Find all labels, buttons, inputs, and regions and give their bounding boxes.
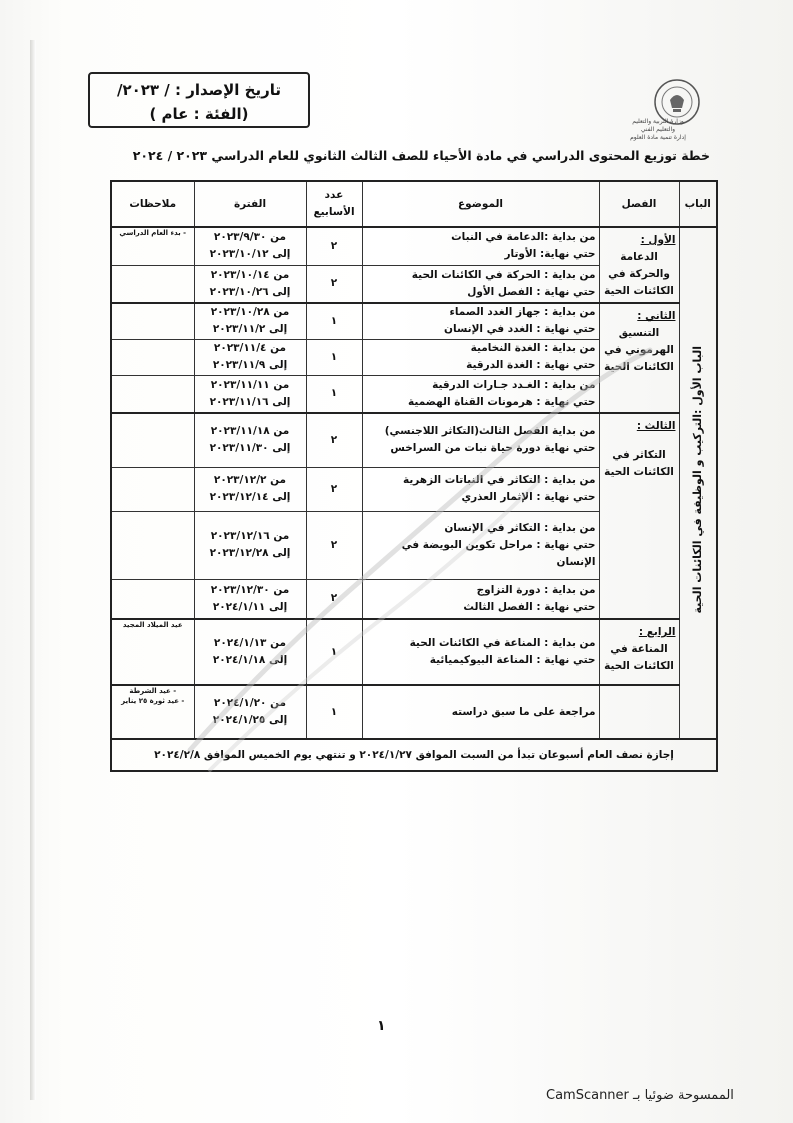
period-to: إلى ٢٠٢٤/١/١٨ bbox=[212, 654, 288, 666]
period-from: من ٢٠٢٣/١١/٤ bbox=[213, 342, 287, 354]
weeks-cell: ٢ bbox=[306, 265, 362, 303]
weeks-cell: ٢ bbox=[306, 467, 362, 511]
topic-from: من بداية : الحركة في الكائنات الحية bbox=[411, 268, 596, 281]
period-from: من ٢٠٢٣/١٢/١٦ bbox=[210, 530, 290, 542]
header-topic: الموضوع bbox=[362, 181, 599, 227]
period-cell bbox=[194, 579, 306, 619]
camscanner-label: الممسوحة ضوئيا بـ CamScanner bbox=[546, 1088, 734, 1103]
period-to: إلى ٢٠٢٣/١٢/١٤ bbox=[209, 491, 291, 503]
topic-to: حتي نهاية دورة حياة نبات من السراخس bbox=[390, 442, 596, 455]
table-row bbox=[111, 227, 717, 265]
header-fasl: الفصل bbox=[599, 181, 679, 227]
topic-to: حتي نهاية : هرمونات القناة الهضمية bbox=[408, 395, 596, 408]
chapter-1-body: الدعامة والحركة في الكائنات الحية bbox=[604, 251, 674, 297]
topic-to: حتي نهاية : المناعة البيوكيميائية bbox=[429, 654, 596, 666]
header-weeks: عدد الأسابيع bbox=[306, 181, 362, 227]
table-row bbox=[111, 413, 717, 467]
chapter-3-head: الثالث : bbox=[636, 420, 676, 432]
ministry-line-1: وزارة التربية والتعليم bbox=[632, 118, 684, 125]
table-row bbox=[111, 619, 717, 685]
notes-cell bbox=[111, 375, 194, 413]
weeks-cell: ١ bbox=[306, 685, 362, 739]
bab-label: الباب الأول :التركيب و الوظيفة في الكائنات الحية bbox=[691, 346, 705, 614]
topic-to: حتي نهاية : الإثمار العذري bbox=[461, 491, 596, 503]
midyear-vacation-note: إجازة نصف العام أسبوعان تبدأ من السبت الموافق ٢٠٢٤/١/٢٧ و تنتهي يوم الخميس الموافق ٢٠٢٤/٢/٨ bbox=[111, 739, 717, 771]
table-row bbox=[111, 303, 717, 339]
notes-cell: - بدء العام الدراسي bbox=[111, 227, 194, 265]
period-cell bbox=[194, 619, 306, 685]
topic-to: حتي نهاية : الفصل الأول bbox=[467, 285, 596, 298]
weeks-cell: ١ bbox=[306, 619, 362, 685]
topic-cell bbox=[362, 467, 599, 511]
topic-to: حتي نهاية : مراحل تكوين البويضة في الإنسان bbox=[401, 538, 596, 568]
period-cell bbox=[194, 413, 306, 467]
chapter-2-body: التنسيق الهرموني في الكائنات الحية bbox=[604, 327, 674, 373]
notes-cell: - عيد الشرطة - عيد ثورة ٢٥ يناير bbox=[111, 685, 194, 739]
period-cell bbox=[194, 227, 306, 265]
topic-from: من بداية : الغـدد جـارات الدرقية bbox=[432, 378, 596, 391]
chapter-4-head: الرابع : bbox=[638, 626, 676, 638]
ministry-lines bbox=[608, 118, 708, 142]
period-to: إلى ٢٠٢٣/١١/٩ bbox=[212, 359, 288, 371]
bab-cell bbox=[679, 227, 717, 739]
plan-title: خطة توزيع المحتوى الدراسي في مادة الأحياء للصف الثالث الثانوي للعام الدراسي ٢٠٢٣ / ٢٠٢٤ bbox=[132, 148, 710, 163]
topic-to: حتي نهاية : الغدد في الإنسان bbox=[444, 323, 596, 336]
topic-from: من بداية :الدعامة في النبات bbox=[451, 231, 596, 244]
topic-to: حتي نهاية : الغدة الدرقية bbox=[466, 359, 596, 371]
chapter-1-head: الأول : bbox=[640, 234, 676, 246]
topic-from: من بداية : التكاثر في الإنسان bbox=[444, 521, 596, 534]
notes-cell bbox=[111, 511, 194, 579]
period-to: إلى ٢٠٢٣/١١/٢ bbox=[212, 323, 288, 336]
period-cell bbox=[194, 511, 306, 579]
period-from: من ٢٠٢٣/١٠/١٤ bbox=[210, 268, 290, 281]
topic-from: مراجعة على ما سبق دراسته bbox=[451, 705, 596, 718]
period-cell bbox=[194, 685, 306, 739]
topic-cell bbox=[362, 265, 599, 303]
topic-cell bbox=[362, 413, 599, 467]
period-to: إلى ٢٠٢٤/١/٢٥ bbox=[212, 714, 288, 726]
notes-cell bbox=[111, 265, 194, 303]
weeks-cell: ١ bbox=[306, 339, 362, 375]
topic-from: من بداية : جهاز الغدد الصماء bbox=[449, 306, 596, 319]
topic-from: من بداية : الغدة النخامية bbox=[470, 342, 596, 354]
topic-cell bbox=[362, 303, 599, 339]
period-from: من ٢٠٢٣/١٢/٣٠ bbox=[210, 583, 290, 596]
topic-to: حتي نهاية : الفصل الثالث bbox=[463, 600, 596, 613]
notes-cell bbox=[111, 339, 194, 375]
topic-cell bbox=[362, 227, 599, 265]
notes-cell: عيد الميلاد المجيد bbox=[111, 619, 194, 685]
topic-from: من بداية : دورة التزاوج bbox=[476, 583, 596, 596]
period-cell bbox=[194, 339, 306, 375]
notes-cell bbox=[111, 579, 194, 619]
period-to: إلى ٢٠٢٤/١/١١ bbox=[212, 600, 288, 613]
period-cell bbox=[194, 375, 306, 413]
chapter-3-cell bbox=[599, 413, 679, 619]
period-from: من ٢٠٢٤/١/١٣ bbox=[213, 637, 287, 649]
topic-from: من بداية : المناعة في الكائنات الحية bbox=[409, 637, 596, 649]
topic-cell bbox=[362, 619, 599, 685]
ministry-line-3: إدارة تنمية مادة العلوم bbox=[630, 134, 686, 141]
content-distribution-table bbox=[110, 180, 718, 772]
period-from: من ٢٠٢٣/١١/١١ bbox=[210, 378, 290, 391]
chapter-2-head: الثاني : bbox=[637, 310, 676, 322]
period-to: إلى ٢٠٢٣/١١/١٦ bbox=[209, 395, 291, 408]
period-to: إلى ٢٠٢٣/١٢/٢٨ bbox=[209, 547, 291, 559]
period-to: إلى ٢٠٢٣/١٠/١٢ bbox=[209, 248, 291, 261]
notes-cell bbox=[111, 467, 194, 511]
page-edge-shadow bbox=[30, 40, 36, 1100]
topic-cell bbox=[362, 339, 599, 375]
chapter-3-body: التكاثر في الكائنات الحية bbox=[604, 449, 674, 478]
table-header-row bbox=[111, 181, 717, 227]
notes-cell bbox=[111, 413, 194, 467]
header-notes: ملاحظات bbox=[111, 181, 194, 227]
period-to: إلى ٢٠٢٣/١١/٣٠ bbox=[209, 442, 291, 455]
weeks-cell: ٢ bbox=[306, 511, 362, 579]
weeks-cell: ١ bbox=[306, 375, 362, 413]
period-cell bbox=[194, 265, 306, 303]
category-label: (الفئة : عام ) bbox=[149, 105, 249, 123]
period-from: من ٢٠٢٤/١/٢٠ bbox=[213, 697, 287, 709]
table-row bbox=[111, 685, 717, 739]
period-from: من ٢٠٢٣/١٠/٢٨ bbox=[210, 306, 290, 319]
topic-from: من بداية : التكاثر في النباتات الزهرية bbox=[402, 474, 596, 486]
weeks-cell: ٢ bbox=[306, 413, 362, 467]
chapter-4-body: المناعة في الكائنات الحية bbox=[604, 643, 674, 672]
weeks-cell: ١ bbox=[306, 303, 362, 339]
topic-cell bbox=[362, 579, 599, 619]
topic-cell bbox=[362, 511, 599, 579]
topic-cell bbox=[362, 685, 599, 739]
header-bab: الباب bbox=[679, 181, 717, 227]
chapter-4-cell bbox=[599, 619, 679, 685]
topic-cell bbox=[362, 375, 599, 413]
period-cell bbox=[194, 467, 306, 511]
issue-info-box bbox=[88, 72, 310, 128]
period-cell bbox=[194, 303, 306, 339]
header-period: الفترة bbox=[194, 181, 306, 227]
period-from: من ٢٠٢٣/١١/١٨ bbox=[210, 425, 290, 438]
period-to: إلى ٢٠٢٣/١٠/٢٦ bbox=[209, 285, 291, 298]
page-number: ١ bbox=[377, 1018, 386, 1034]
weeks-cell: ٢ bbox=[306, 579, 362, 619]
period-from: من ٢٠٢٣/١٢/٢ bbox=[213, 474, 287, 486]
chapter-1-cell bbox=[599, 227, 679, 303]
ministry-line-2: والتعليم الفني bbox=[640, 126, 676, 133]
table-footer-row bbox=[111, 739, 717, 771]
weeks-cell: ٢ bbox=[306, 227, 362, 265]
chapter-2-cell bbox=[599, 303, 679, 413]
topic-from: من بداية الفصل الثالث(التكاثر اللاجنسي) bbox=[384, 425, 596, 438]
notes-cell bbox=[111, 303, 194, 339]
chapter-empty-cell bbox=[599, 685, 679, 739]
topic-to: حتي نهاية: الأوتار bbox=[504, 248, 596, 261]
period-from: من ٢٠٢٣/٩/٣٠ bbox=[213, 231, 287, 244]
issue-date: تاريخ الإصدار : / ٢٠٢٣/ bbox=[116, 81, 282, 99]
